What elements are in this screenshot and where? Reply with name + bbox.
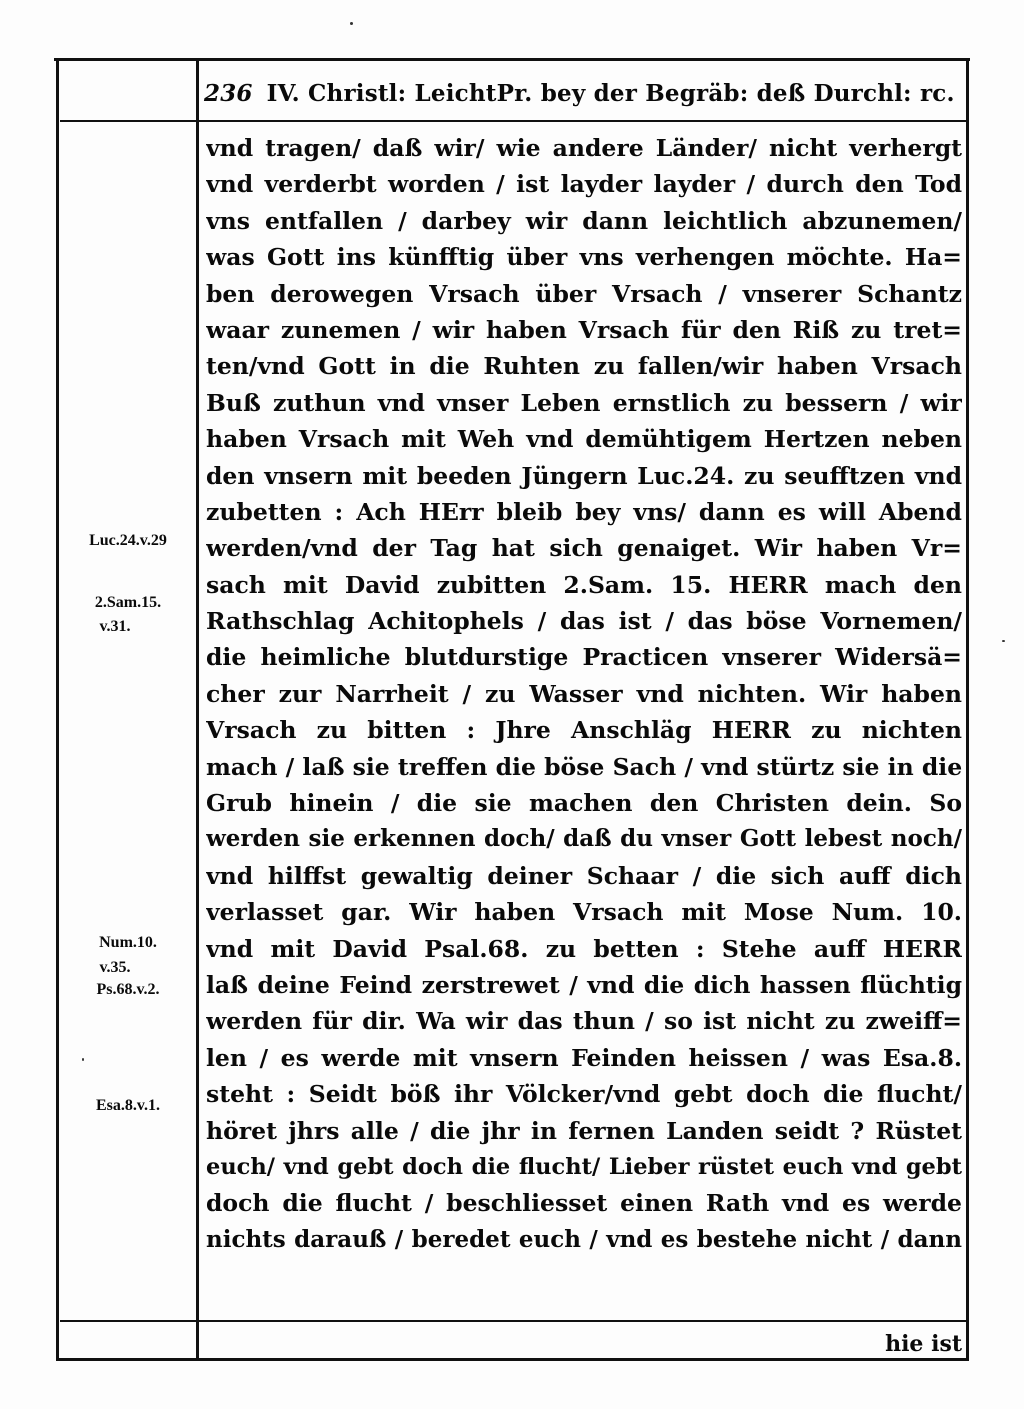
margin-footer-rule bbox=[60, 1320, 196, 1322]
margin-note-psalm: Ps.68.v.2. bbox=[96, 981, 160, 998]
text-line: haben Vrsach mit Weh vnd demühtigem Hertzen neben bbox=[206, 425, 962, 454]
text-line: werden/vnd der Tag hat sich genaiget. Wir haben Vr= bbox=[206, 534, 962, 563]
ink-speck bbox=[82, 1058, 84, 1061]
margin-note-samuel-verse: v.31. bbox=[99, 618, 131, 635]
text-line: doch die flucht / beschliesset einen Rath vnd es werde bbox=[206, 1189, 962, 1218]
ink-speck bbox=[1002, 640, 1005, 642]
text-line: höret jhrs alle / die jhr in fernen Landen seidt ? Rüstet bbox=[206, 1116, 962, 1145]
margin-note-numbers-verse: v.35. bbox=[99, 959, 131, 976]
text-line: die heimliche blutdurstige Practicen vnserer Widersä= bbox=[206, 643, 962, 672]
text-line: Rathschlag Achitophels / das ist / das böse Vornemen/ bbox=[206, 607, 962, 636]
text-line: ten/vnd Gott in die Ruhten zu fallen/wir haben Vrsach bbox=[206, 352, 962, 381]
catchword: hie ist bbox=[885, 1331, 962, 1357]
text-line: len / es werde mit vnsern Feinden heissen / was Esa.8. bbox=[206, 1043, 962, 1072]
frame-right-rule bbox=[966, 58, 969, 1360]
text-line: ben derowegen Vrsach über Vrsach / vnserer Schantz bbox=[206, 279, 962, 308]
text-line: waar zunemen / wir haben Vrsach für den Riß zu tret= bbox=[206, 315, 962, 344]
header-underline-rule bbox=[198, 120, 968, 122]
text-line: werden für dir. Wa wir das thun / so ist nicht zu zweiff= bbox=[206, 1007, 962, 1036]
running-title: IV. Christl: LeichtPr. bey der Begräb: deß Durchl: rc. bbox=[266, 80, 955, 107]
margin-separator-rule bbox=[196, 58, 199, 1360]
text-line: Buß zuthun vnd vnser Leben ernstlich zu bessern / wir bbox=[206, 388, 962, 417]
ink-speck bbox=[350, 22, 353, 25]
text-line: verlasset gar. Wir haben Vrsach mit Mose Num. 10. bbox=[206, 898, 962, 927]
text-line: vnd mit David Psal.68. zu betten : Stehe auff HERR bbox=[206, 934, 962, 963]
text-line: nichts darauß / beredet euch / vnd es bestehe nicht / dann bbox=[206, 1225, 962, 1253]
text-line: cher zur Narrheit / zu Wasser vnd nichten. Wir haben bbox=[206, 679, 962, 708]
text-line: werden sie erkennen doch/ daß du vnser Gott lebest noch/ bbox=[206, 825, 962, 853]
text-line: Vrsach zu bitten : Jhre Anschläg HERR zu nichten bbox=[206, 716, 962, 745]
margin-note-isaiah: Esa.8.v.1. bbox=[95, 1097, 160, 1114]
text-line: zubetten : Ach HErr bleib bey vns/ dann es will Abend bbox=[206, 497, 962, 526]
text-line: mach / laß sie treffen die böse Sach / vnd stürtz sie in die bbox=[206, 752, 962, 781]
text-line: vnd hilffst gewaltig deiner Schaar / die sich auff dich bbox=[206, 861, 962, 890]
frame-bottom-rule bbox=[56, 1358, 969, 1361]
margin-header-rule bbox=[60, 120, 196, 122]
margin-note-samuel: 2.Sam.15. bbox=[94, 594, 162, 611]
text-line: Grub hinein / die sie machen den Christen dein. So bbox=[206, 789, 962, 818]
text-line: was Gott ins künfftig über vns verhengen möchte. Ha= bbox=[206, 243, 962, 272]
text-line: vnd tragen/ daß wir/ wie andere Länder/ nicht verhergt bbox=[206, 134, 962, 162]
text-line: sach mit David zubitten 2.Sam. 15. HERR mach den bbox=[206, 570, 962, 599]
text-line: steht : Seidt böß ihr Völcker/vnd gebt doch die flucht/ bbox=[206, 1080, 962, 1109]
text-line: vns entfallen / darbey wir dann leichtlich abzunemen/ bbox=[206, 206, 962, 235]
page-number: 236 bbox=[204, 80, 253, 107]
main-text-block bbox=[206, 130, 962, 1258]
text-line: euch/ vnd gebt doch die flucht/ Lieber rüstet euch vnd gebt bbox=[206, 1153, 962, 1180]
text-bottom-rule bbox=[198, 1320, 968, 1322]
text-line: den vnsern mit beeden Jüngern Luc.24. zu seufftzen vnd bbox=[206, 461, 962, 490]
text-line: vnd verderbt worden / ist layder layder / durch den Tod bbox=[206, 170, 962, 199]
frame-left-rule bbox=[56, 58, 59, 1360]
frame-top-rule bbox=[54, 58, 970, 61]
margin-note-luke: Luc.24.v.29 bbox=[89, 532, 167, 549]
text-line: laß deine Feind zerstrewet / vnd die dich hassen flüchtig bbox=[206, 970, 962, 999]
margin-note-numbers: Num.10. bbox=[99, 934, 157, 951]
running-header bbox=[204, 72, 962, 116]
